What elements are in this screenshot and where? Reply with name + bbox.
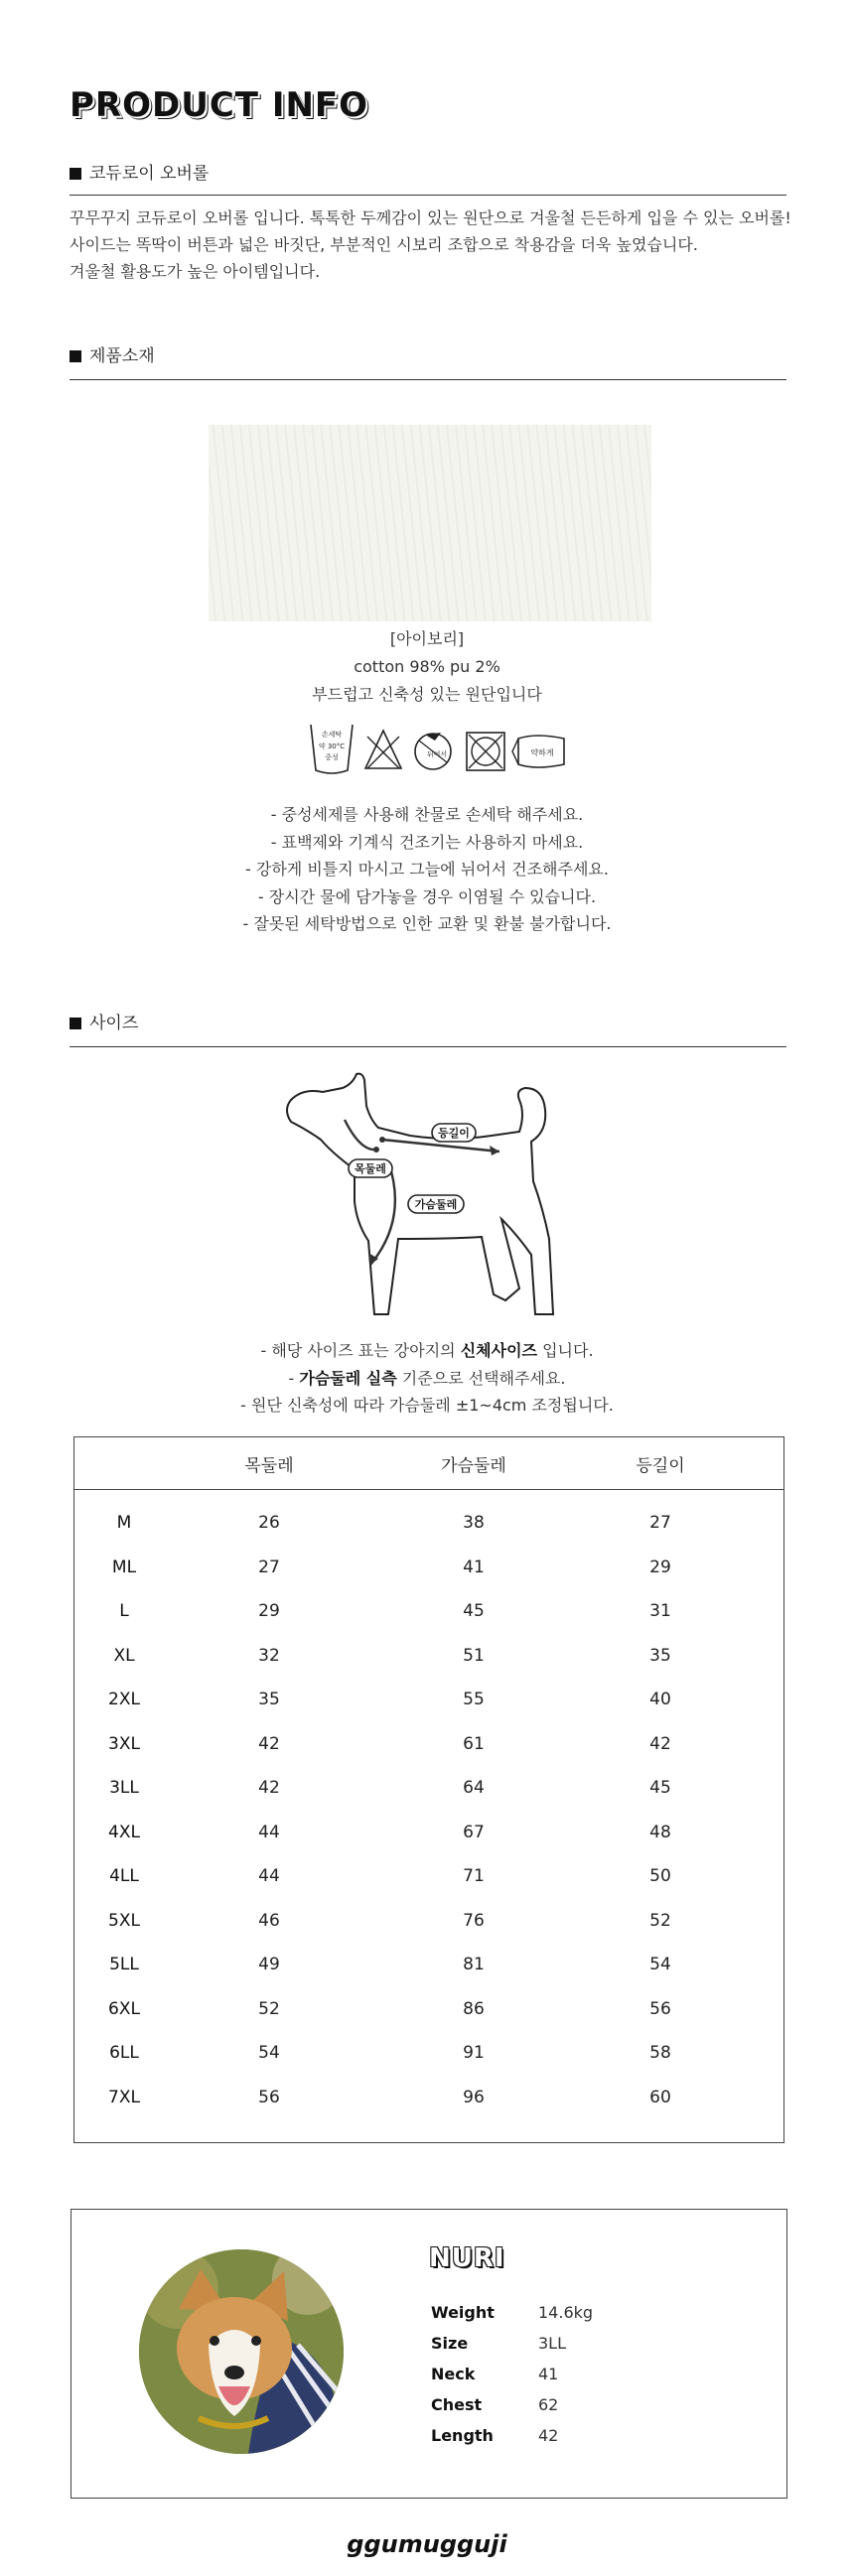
size-label-cell: 6LL — [109, 2043, 139, 2063]
size-value-cell: 54 — [258, 2043, 280, 2063]
iron-icon — [512, 736, 564, 767]
size-note-1-a: - 해당 사이즈 표는 강아지의 — [260, 1341, 461, 1360]
stat-value: 62 — [538, 2395, 559, 2414]
size-value-cell: 32 — [258, 1645, 280, 1666]
size-value-cell: 27 — [258, 1557, 280, 1577]
care-note: - 중성세제를 사용해 찬물로 손세탁 해주세요. — [270, 805, 584, 824]
table-row — [74, 1813, 783, 1856]
table-row — [74, 1591, 783, 1635]
size-value-cell: 26 — [258, 1513, 280, 1533]
section-divider — [70, 195, 786, 196]
hand-wash-line1: 손세탁 — [321, 731, 343, 739]
size-value-cell: 48 — [649, 1822, 671, 1842]
size-value-cell: 54 — [649, 1955, 671, 1974]
size-value-cell: 27 — [649, 1513, 671, 1533]
label-neck-text: 목둘레 — [355, 1162, 386, 1175]
table-row — [74, 1724, 783, 1768]
neck-line — [345, 1120, 376, 1150]
stat-label: Neck — [431, 2365, 476, 2383]
size-value-cell: 45 — [463, 1601, 485, 1621]
care-note: - 잘못된 세탁방법으로 인한 교환 및 환불 불가합니다. — [242, 914, 612, 933]
label-back — [432, 1124, 476, 1142]
label-back-text: 등길이 — [438, 1127, 470, 1140]
size-label-cell: 4LL — [109, 1866, 139, 1886]
size-label-cell: 5XL — [108, 1910, 140, 1931]
header-back: 등길이 — [636, 1456, 685, 1476]
size-note-2-a: - — [288, 1368, 300, 1388]
size-label-cell: ML — [111, 1557, 137, 1577]
model-photo — [139, 2249, 344, 2454]
size-value-cell: 76 — [463, 1910, 485, 1931]
size-value-cell: 41 — [463, 1557, 485, 1577]
stat-label: Size — [431, 2334, 469, 2353]
table-row — [74, 1989, 783, 2033]
label-neck — [349, 1159, 392, 1177]
size-value-cell: 42 — [649, 1733, 671, 1754]
stat-value: 3LL — [538, 2334, 567, 2353]
care-icons-svg — [308, 719, 576, 778]
description-line: 사이드는 똑딱이 버튼과 넓은 바짓단, 부분적인 시보리 조합으로 착용감을 더욱 높였습니다. — [70, 235, 698, 254]
size-value-cell: 60 — [649, 2087, 671, 2107]
size-value-cell: 45 — [649, 1778, 671, 1798]
size-note-3: - 원단 신축성에 따라 가슴둘레 ±1~4cm 조정됩니다. — [240, 1396, 614, 1415]
size-table-header — [74, 1437, 783, 1490]
stat-label: Weight — [431, 2303, 495, 2322]
size-label-cell: L — [119, 1601, 129, 1621]
size-value-cell: 61 — [463, 1733, 485, 1754]
bullet-square — [70, 350, 81, 362]
size-value-cell: 49 — [258, 1955, 280, 1974]
bullet-square — [70, 1017, 81, 1029]
table-row — [74, 1856, 783, 1900]
size-value-cell: 29 — [649, 1557, 671, 1577]
size-value-cell: 31 — [649, 1601, 671, 1621]
size-value-cell: 46 — [258, 1910, 280, 1931]
size-value-cell: 29 — [258, 1601, 280, 1621]
size-value-cell: 50 — [649, 1866, 671, 1886]
color-name: [아이보리] — [389, 629, 465, 648]
dog-measure-diagram — [283, 1070, 581, 1320]
stat-value: 42 — [538, 2426, 559, 2445]
table-row — [74, 1503, 783, 1547]
size-value-cell: 35 — [649, 1645, 671, 1666]
size-value-cell: 56 — [649, 1998, 671, 2019]
no-dryer-icon — [467, 733, 504, 770]
header-neck: 목둘레 — [244, 1456, 294, 1476]
dog-diagram-svg — [283, 1070, 581, 1320]
description-line: 겨울철 활용도가 높은 아이템입니다. — [70, 262, 321, 281]
size-value-cell: 52 — [258, 1998, 280, 2019]
stat-label: Length — [431, 2426, 494, 2445]
hand-wash-line2: 약 30°C — [318, 743, 346, 750]
header-chest: 가슴둘레 — [441, 1456, 506, 1476]
size-value-cell: 71 — [463, 1866, 485, 1886]
fabric-swatch-image — [209, 425, 651, 621]
model-name: NURI — [429, 2243, 505, 2273]
section-divider — [70, 1046, 786, 1047]
iron-label: 약하게 — [530, 748, 554, 757]
table-row — [74, 2078, 783, 2121]
size-label-cell: 5LL — [109, 1955, 139, 1974]
size-value-cell: 55 — [463, 1690, 485, 1709]
dog-photo-illustration — [139, 2249, 344, 2454]
composition: cotton 98% pu 2% — [354, 657, 500, 676]
size-notes — [0, 1337, 854, 1420]
size-label-cell: 3XL — [108, 1733, 140, 1754]
size-note-1-c: 입니다. — [536, 1341, 594, 1360]
bullet-square — [70, 168, 81, 180]
model-profile-card — [71, 2209, 787, 2499]
size-value-cell: 58 — [649, 2043, 671, 2063]
size-value-cell: 96 — [463, 2087, 485, 2107]
size-note-2-b: 가슴둘레 실측 — [299, 1368, 397, 1388]
size-value-cell: 42 — [258, 1733, 280, 1754]
size-label-cell: XL — [113, 1645, 135, 1666]
neck-dot — [373, 1147, 379, 1152]
size-value-cell: 51 — [463, 1645, 485, 1666]
section-heading-size — [70, 1009, 138, 1033]
size-value-cell: 67 — [463, 1822, 485, 1842]
table-row — [74, 1768, 783, 1812]
table-row — [74, 1636, 783, 1680]
care-note: - 장시간 물에 담가놓을 경우 이염될 수 있습니다. — [257, 886, 597, 906]
size-note-2 — [0, 1365, 854, 1393]
table-row — [74, 1945, 783, 1988]
size-value-cell: 56 — [258, 2087, 280, 2107]
material-info — [0, 625, 854, 709]
size-label-cell: 3LL — [109, 1778, 139, 1798]
size-value-cell: 38 — [463, 1513, 485, 1533]
dry-flat-label: 뒤어서 — [426, 750, 448, 758]
label-chest-text: 가슴둘레 — [414, 1198, 458, 1211]
no-bleach-icon — [365, 731, 401, 768]
section-heading-size-label: 사이즈 — [89, 1014, 139, 1033]
size-note-1-b: 신체사이즈 — [460, 1341, 537, 1360]
section-heading-product-label: 코듀로이 오버롤 — [89, 164, 210, 184]
size-value-cell: 40 — [649, 1690, 671, 1709]
size-value-cell: 81 — [463, 1955, 485, 1974]
size-label-cell: 7XL — [108, 2087, 140, 2107]
size-label-cell: 4XL — [108, 1822, 140, 1842]
brand-logo: ggumugguji — [347, 2530, 507, 2558]
size-table — [73, 1436, 784, 2143]
dog-outline — [287, 1074, 553, 1314]
size-value-cell: 44 — [258, 1822, 280, 1842]
page-title: PRODUCT INFO — [70, 85, 369, 125]
size-value-cell: 91 — [463, 2043, 485, 2063]
stat-label: Chest — [431, 2395, 483, 2414]
dry-flat-icon — [415, 733, 451, 769]
description-line: 꾸무꾸지 코듀로이 오버롤 입니다. 톡톡한 두께감이 있는 원단으로 겨울철 든든하게 입을 수 있는 오버롤! — [70, 208, 791, 227]
fabric-feel: 부드럽고 신축성 있는 원단입니다 — [312, 685, 542, 704]
size-value-cell: 42 — [258, 1778, 280, 1798]
hand-wash-icon — [311, 725, 353, 773]
section-divider — [70, 379, 786, 380]
size-value-cell: 44 — [258, 1866, 280, 1886]
care-note: - 표백제와 기계식 건조기는 사용하지 마세요. — [270, 832, 584, 852]
size-label-cell: 2XL — [108, 1690, 140, 1709]
size-value-cell: 64 — [463, 1778, 485, 1798]
size-value-cell: 35 — [258, 1690, 280, 1709]
size-note-2-c: 기준으로 선택해주세요. — [396, 1368, 566, 1388]
section-heading-material — [70, 341, 155, 366]
label-chest — [408, 1195, 464, 1213]
size-note-1 — [0, 1337, 854, 1365]
size-label-cell: 6XL — [108, 1998, 140, 2019]
product-description — [70, 204, 791, 285]
care-note: - 강하게 비틀지 마시고 그늘에 뉘어서 건조해주세요. — [245, 860, 609, 879]
stat-value: 14.6kg — [538, 2303, 594, 2322]
section-heading-product — [70, 159, 209, 184]
size-value-cell: 86 — [463, 1998, 485, 2019]
stat-value: 41 — [538, 2365, 559, 2383]
table-row — [74, 2033, 783, 2077]
size-label-cell: M — [116, 1513, 132, 1533]
table-row — [74, 1680, 783, 1723]
care-notes — [0, 801, 854, 938]
section-heading-material-label: 제품소재 — [89, 346, 155, 366]
table-row — [74, 1901, 783, 1945]
care-icons — [308, 719, 576, 778]
size-value-cell: 52 — [649, 1910, 671, 1931]
hand-wash-line3: 중성 — [325, 753, 339, 761]
table-row — [74, 1548, 783, 1591]
